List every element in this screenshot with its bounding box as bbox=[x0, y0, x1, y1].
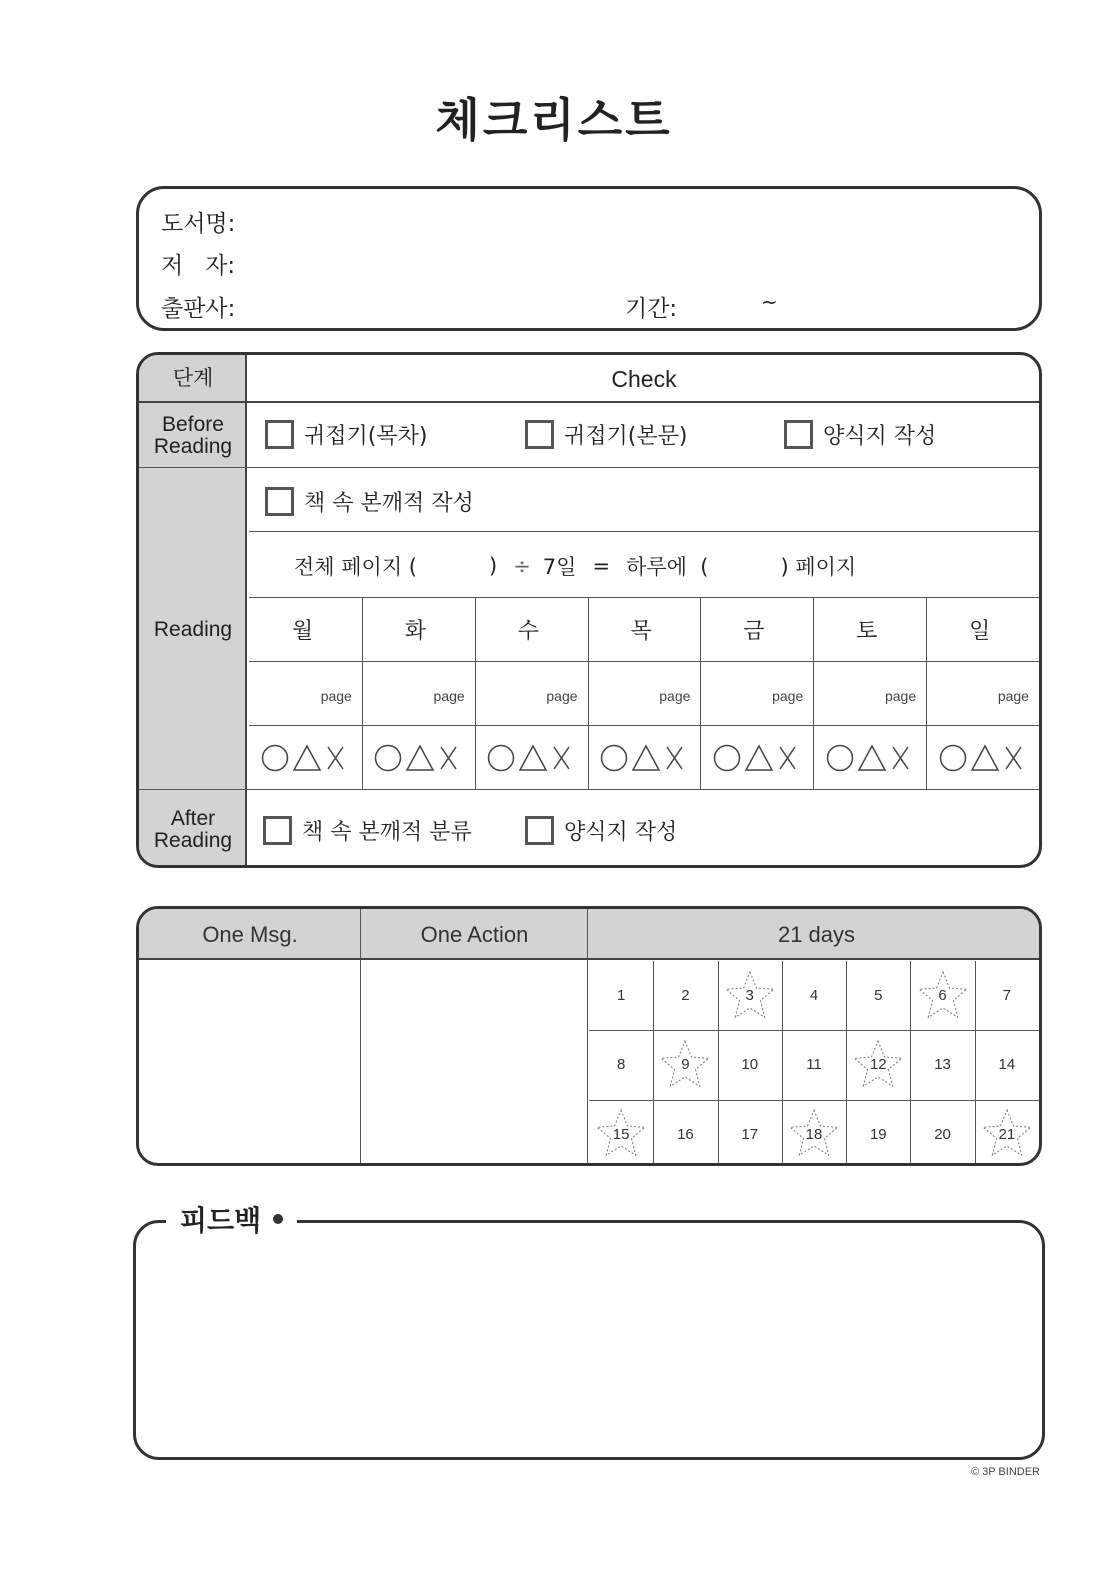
feedback-title-text: 피드백 bbox=[180, 1204, 262, 1237]
day-number: 4 bbox=[809, 987, 819, 1005]
checkbox-label: 책 속 본깨적 작성 bbox=[304, 491, 474, 516]
one-msg-header: One Msg. bbox=[202, 921, 298, 947]
feedback-box[interactable] bbox=[133, 1220, 1045, 1460]
day-number: 1 bbox=[616, 987, 626, 1005]
checkbox-label: 책 속 본깨적 분류 bbox=[302, 820, 472, 845]
checkbox[interactable] bbox=[265, 420, 294, 449]
stage-before-reading: Before Reading bbox=[153, 413, 233, 458]
mark-symbols-icon bbox=[487, 742, 575, 774]
divider bbox=[139, 789, 1039, 790]
check-header: Check bbox=[611, 365, 677, 392]
circle-triangle-x-marks[interactable] bbox=[813, 726, 926, 789]
day-cell-9[interactable] bbox=[653, 1030, 717, 1099]
stage-header: 단계 bbox=[172, 367, 214, 390]
page-input-cell[interactable]: page bbox=[997, 688, 1029, 704]
checkbox[interactable] bbox=[784, 420, 813, 449]
bullet-dot-icon bbox=[273, 1214, 283, 1224]
day-number: 20 bbox=[934, 1125, 951, 1143]
day-number: 9 bbox=[681, 1056, 690, 1074]
divider bbox=[249, 531, 1039, 532]
day-cell-13[interactable] bbox=[910, 1030, 974, 1099]
day-cell-17[interactable] bbox=[718, 1100, 782, 1166]
days-count: 7일 bbox=[542, 555, 577, 579]
day-number: 6 bbox=[938, 987, 947, 1005]
circle-triangle-x-marks[interactable] bbox=[362, 726, 475, 789]
page-input-cell[interactable]: page bbox=[772, 688, 804, 704]
day-cell-1[interactable] bbox=[589, 961, 653, 1030]
divider bbox=[139, 401, 1039, 403]
day-number: 8 bbox=[616, 1056, 626, 1074]
checkbox-item[interactable] bbox=[525, 419, 687, 450]
checkbox-item[interactable] bbox=[263, 815, 472, 846]
page-input-cell[interactable]: page bbox=[433, 688, 465, 704]
day-cell-21[interactable] bbox=[975, 1100, 1039, 1166]
divide-sign: ÷ bbox=[513, 554, 531, 578]
day-cell-12[interactable] bbox=[846, 1030, 910, 1099]
feedback-title bbox=[166, 1199, 297, 1239]
day-cell-11[interactable] bbox=[782, 1030, 846, 1099]
habit-tracker bbox=[136, 906, 1042, 1166]
mark-symbols-icon bbox=[939, 742, 1027, 774]
day-number: 2 bbox=[681, 987, 690, 1005]
stage-reading: Reading bbox=[153, 618, 233, 641]
day-cell-19[interactable] bbox=[846, 1100, 910, 1166]
one-action-header: One Action bbox=[420, 921, 529, 947]
checkbox-label: 귀접기(본문) bbox=[564, 424, 688, 449]
mark-symbols-icon bbox=[826, 742, 914, 774]
checkbox-item[interactable] bbox=[525, 815, 677, 846]
mark-symbols-icon bbox=[600, 742, 688, 774]
day-number: 7 bbox=[1002, 987, 1012, 1005]
day-number: 17 bbox=[741, 1125, 759, 1143]
divider bbox=[360, 909, 361, 1163]
checkbox-label: 양식지 작성 bbox=[564, 820, 678, 845]
mark-symbols-icon bbox=[374, 742, 462, 774]
checkbox[interactable] bbox=[525, 420, 554, 449]
day-number: 10 bbox=[741, 1056, 759, 1074]
day-number: 16 bbox=[677, 1125, 694, 1143]
weekday-header: 월 bbox=[291, 619, 314, 644]
book-title-label: 도서명: bbox=[161, 211, 236, 237]
per-day-label: 하루에 ( bbox=[626, 555, 709, 579]
day-number: 18 bbox=[805, 1125, 823, 1143]
day-cell-7[interactable] bbox=[975, 961, 1039, 1030]
mark-symbols-icon bbox=[261, 742, 349, 774]
publisher-label: 출판사: bbox=[161, 296, 236, 322]
pages-unit-label: ) 페이지 bbox=[780, 555, 857, 579]
author-label: 저 자: bbox=[161, 253, 236, 279]
day-number: 21 bbox=[998, 1125, 1016, 1143]
day-number: 19 bbox=[869, 1125, 887, 1143]
circle-triangle-x-marks[interactable] bbox=[249, 726, 362, 789]
checkbox-item[interactable] bbox=[784, 419, 936, 450]
day-cell-14[interactable] bbox=[975, 1030, 1039, 1099]
period-label: 기간: bbox=[625, 296, 678, 322]
day-cell-15[interactable] bbox=[589, 1100, 653, 1166]
weekday-header: 목 bbox=[630, 619, 652, 644]
day-cell-4[interactable] bbox=[782, 961, 846, 1030]
weekday-header: 수 bbox=[517, 619, 539, 644]
total-pages-label: 전체 페이지 ( bbox=[294, 555, 417, 579]
day-number: 5 bbox=[874, 987, 883, 1005]
stage-after-reading: After Reading bbox=[153, 807, 233, 852]
book-info-box bbox=[136, 186, 1042, 331]
weekday-header: 일 bbox=[969, 619, 991, 644]
checkbox[interactable] bbox=[525, 816, 554, 845]
day-cell-18[interactable] bbox=[782, 1100, 846, 1166]
divider bbox=[587, 909, 588, 1163]
close-paren: ) bbox=[488, 554, 498, 578]
page-input-cell[interactable]: page bbox=[659, 688, 691, 704]
checkbox-label: 양식지 작성 bbox=[823, 424, 937, 449]
weekday-header: 금 bbox=[743, 619, 765, 644]
divider bbox=[139, 467, 1039, 468]
day-number: 11 bbox=[806, 1056, 822, 1074]
day-cell-2[interactable] bbox=[653, 961, 717, 1030]
circle-triangle-x-marks[interactable] bbox=[926, 726, 1039, 789]
checkbox[interactable] bbox=[263, 816, 292, 845]
day-cell-16[interactable] bbox=[653, 1100, 717, 1166]
period-separator: ~ bbox=[761, 290, 778, 314]
page-input-cell[interactable]: page bbox=[884, 688, 917, 704]
circle-triangle-x-marks[interactable] bbox=[700, 726, 813, 789]
divider bbox=[249, 661, 1039, 662]
mark-symbols-icon bbox=[713, 742, 801, 774]
daily-pages-formula bbox=[294, 551, 856, 581]
checkbox[interactable] bbox=[265, 487, 294, 516]
checkbox-item[interactable] bbox=[265, 419, 427, 450]
day-number: 15 bbox=[612, 1125, 630, 1143]
circle-triangle-x-marks[interactable] bbox=[475, 726, 588, 789]
day-number: 13 bbox=[934, 1056, 951, 1074]
day-number: 12 bbox=[869, 1056, 887, 1074]
checkbox-item[interactable] bbox=[265, 486, 474, 517]
day-cell-8[interactable] bbox=[589, 1030, 653, 1099]
days-header: 21 days bbox=[777, 921, 856, 947]
day-cell-6[interactable] bbox=[910, 961, 974, 1030]
day-number: 14 bbox=[998, 1056, 1016, 1074]
day-cell-20[interactable] bbox=[910, 1100, 974, 1166]
checklist-table bbox=[136, 352, 1042, 868]
day-cell-10[interactable] bbox=[718, 1030, 782, 1099]
weekday-header: 토 bbox=[856, 619, 878, 644]
weekday-header: 화 bbox=[404, 619, 426, 644]
one-msg-area[interactable] bbox=[139, 960, 360, 1163]
day-cell-5[interactable] bbox=[846, 961, 910, 1030]
copyright-text: © 3P BINDER bbox=[970, 1466, 1040, 1478]
day-cell-3[interactable] bbox=[718, 961, 782, 1030]
checkbox-label: 귀접기(목차) bbox=[304, 424, 428, 449]
page-title: 체크리스트 bbox=[435, 93, 673, 147]
page-input-cell[interactable]: page bbox=[546, 688, 578, 704]
day-number: 3 bbox=[745, 987, 754, 1005]
one-action-area[interactable] bbox=[362, 960, 587, 1163]
page-input-cell[interactable]: page bbox=[320, 688, 352, 704]
circle-triangle-x-marks[interactable] bbox=[588, 726, 701, 789]
equals-sign: = bbox=[592, 554, 611, 578]
